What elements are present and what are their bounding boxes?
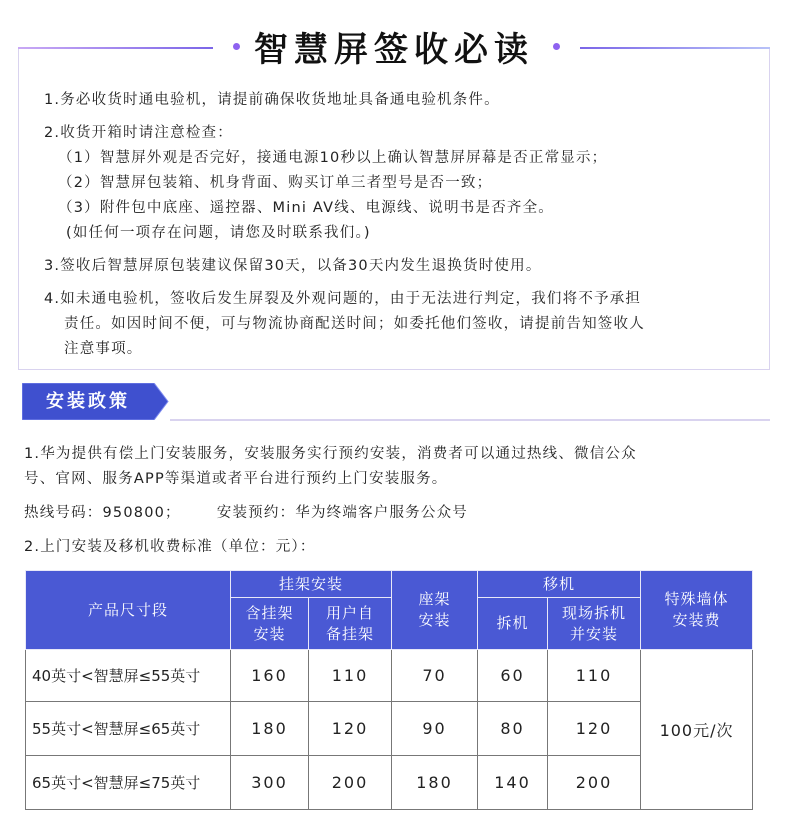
table-caption: 2.上门安装及移机收费标准（单位：元）： bbox=[24, 539, 316, 555]
cell-wall-own: 110 bbox=[309, 650, 392, 702]
notice-list bbox=[44, 88, 756, 362]
cell-special-fee: 100元/次 bbox=[641, 650, 753, 810]
policy-text bbox=[24, 442, 770, 560]
cell-size: 65英寸<智慧屏≤75英寸 bbox=[26, 756, 231, 810]
policy-line: 号、官网、服务APP等渠道或者平台进行预约上门安装服务。 bbox=[24, 471, 448, 487]
header-move-remove: 拆机 bbox=[478, 598, 548, 650]
header-size: 产品尺寸段 bbox=[26, 571, 231, 650]
notice-title: 智慧屏签收必读 bbox=[254, 30, 534, 70]
booking-channel: 安装预约：华为终端客户服务公众号 bbox=[216, 505, 468, 521]
cell-stand: 180 bbox=[392, 756, 478, 810]
cell-onsite: 200 bbox=[548, 756, 641, 810]
cell-onsite: 120 bbox=[548, 702, 641, 756]
cell-remove: 60 bbox=[478, 650, 548, 702]
notice-item-continued: 责任。如因时间不便，可与物流协商配送时间；如委托他们签收，请提前告知签收人 bbox=[64, 316, 645, 332]
cell-onsite: 110 bbox=[548, 650, 641, 702]
policy-badge bbox=[22, 383, 170, 420]
notice-subitem: （2）智慧屏包装箱、机身背面、购买订单三者型号是否一致； bbox=[58, 175, 493, 191]
cell-remove: 80 bbox=[478, 702, 548, 756]
cell-stand: 70 bbox=[392, 650, 478, 702]
cell-size: 55英寸<智慧屏≤65英寸 bbox=[26, 702, 231, 756]
cell-remove: 140 bbox=[478, 756, 548, 810]
policy-divider bbox=[170, 419, 770, 421]
cell-wall-own: 200 bbox=[309, 756, 392, 810]
header-wall-included: 含挂架 安装 bbox=[231, 598, 309, 650]
cell-wall-included: 160 bbox=[231, 650, 309, 702]
notice-subitem: （1）智慧屏外观是否完好，接通电源10秒以上确认智慧屏屏幕是否正常显示； bbox=[58, 150, 608, 166]
header-wall-own: 用户自 备挂架 bbox=[309, 598, 392, 650]
policy-badge-label: 安装政策 bbox=[46, 391, 130, 412]
header-move-onsite: 现场拆机 并安装 bbox=[548, 598, 641, 650]
fee-table bbox=[25, 570, 753, 810]
header-move: 移机 bbox=[478, 571, 641, 598]
hotline-number: 热线号码：950800； bbox=[24, 505, 181, 521]
cell-wall-own: 120 bbox=[309, 702, 392, 756]
notice-subitem: (如任何一项存在问题，请您及时联系我们。) bbox=[66, 225, 371, 241]
title-divider-right bbox=[580, 47, 770, 49]
header-stand: 座架 安装 bbox=[392, 571, 478, 650]
table-row bbox=[26, 650, 753, 702]
notice-item: 3.签收后智慧屏原包装建议保留30天，以备30天内发生退换货时使用。 bbox=[44, 258, 542, 274]
cell-stand: 90 bbox=[392, 702, 478, 756]
notice-item: 1.务必收货时通电验机，请提前确保收货地址具备通电验机条件。 bbox=[44, 92, 500, 108]
notice-subitem: （3）附件包中底座、遥控器、Mini AV线、电源线、说明书是否齐全。 bbox=[58, 200, 555, 216]
cell-wall-included: 300 bbox=[231, 756, 309, 810]
header-wall: 挂架安装 bbox=[231, 571, 392, 598]
cell-size: 40英寸<智慧屏≤55英寸 bbox=[26, 650, 231, 702]
notice-item: 4.如未通电验机，签收后发生屏裂及外观问题的，由于无法进行判定，我们将不予承担 bbox=[44, 291, 642, 307]
notice-title-bar bbox=[18, 14, 770, 74]
notice-item: 2.收货开箱时请注意检查： bbox=[44, 125, 233, 141]
title-dot-right bbox=[553, 43, 560, 50]
cell-wall-included: 180 bbox=[231, 702, 309, 756]
hotline-row bbox=[24, 501, 770, 526]
header-special: 特殊墙体 安装费 bbox=[641, 571, 753, 650]
policy-line: 1.华为提供有偿上门安装服务，安装服务实行预约安装，消费者可以通过热线、微信公众 bbox=[24, 446, 637, 462]
notice-item-continued: 注意事项。 bbox=[64, 341, 143, 357]
